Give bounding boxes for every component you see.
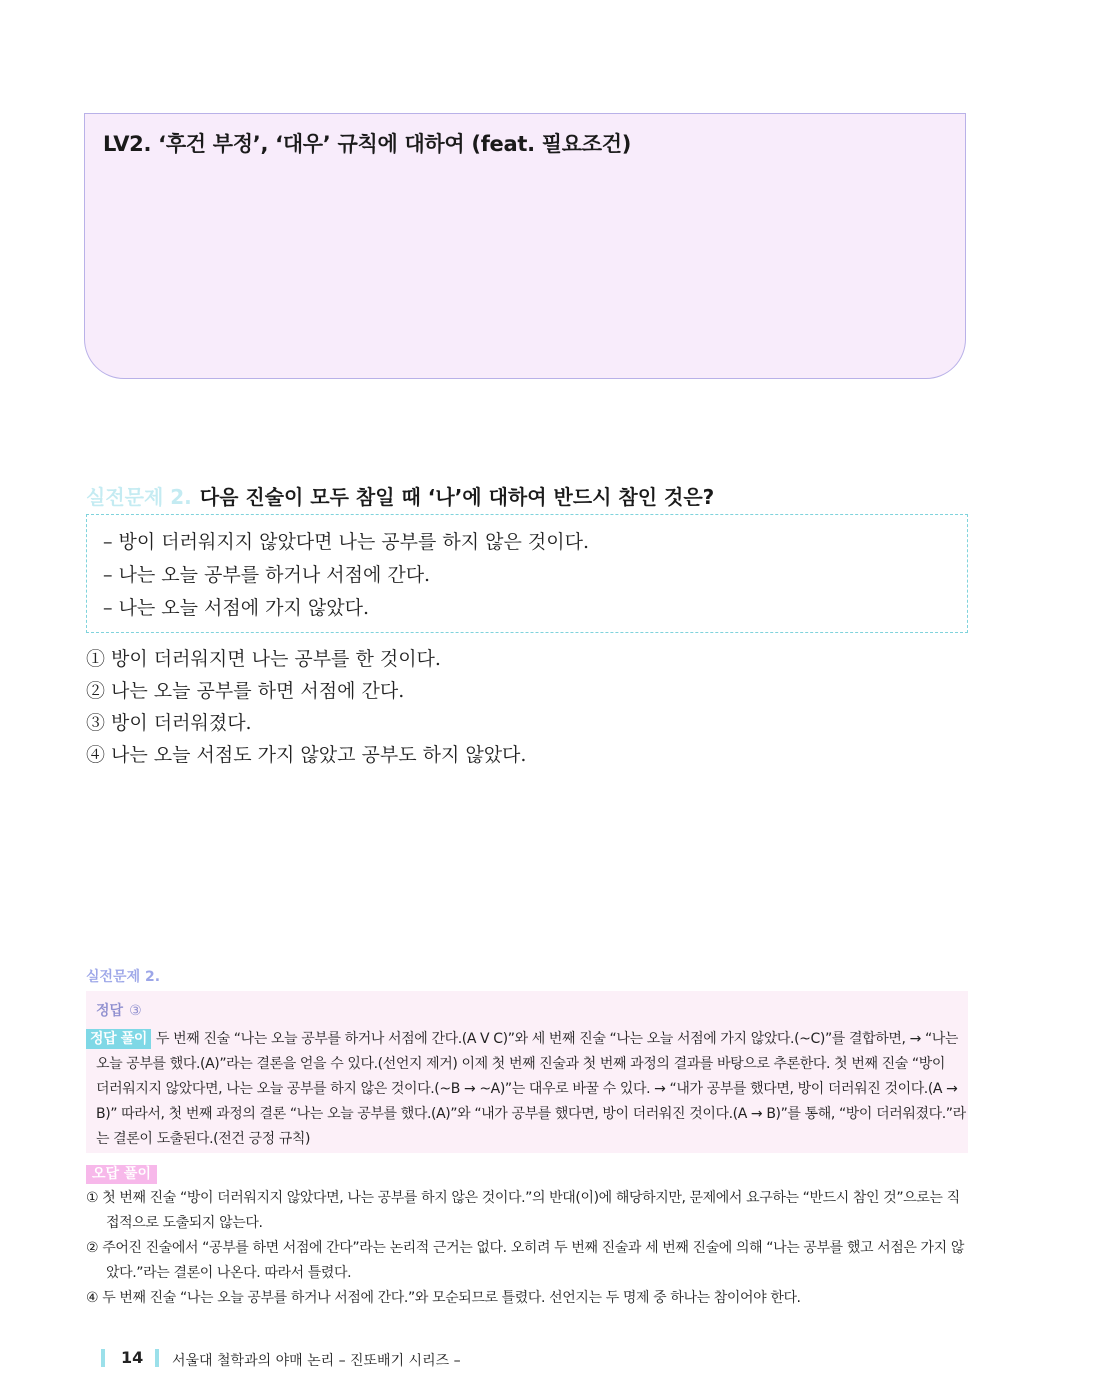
explanation-line: 정답 풀이 두 번째 진술 “나는 오늘 공부를 하거나 서점에 간다.(A V C)”와 세 번째 진술 “나는 오늘 서점에 가지 않았다.(~C)”를 결합하면, → “나는	[86, 1027, 964, 1052]
wrong-answer-list	[86, 1186, 976, 1311]
explanation-line: 는 결론이 도출된다.(전건 긍정 규칙)	[96, 1131, 311, 1147]
statement-item: – 방이 더러워지지 않았다면 나는 공부를 하지 않은 것이다.	[103, 531, 589, 553]
statement-item: – 나는 오늘 공부를 하거나 서점에 간다.	[103, 564, 431, 586]
solution-box	[86, 991, 968, 1153]
explain-tag: 정답 풀이	[86, 1029, 151, 1049]
wrong-answer-line: ① 첫 번째 진술 “방이 더러워지지 않았다면, 나는 공부를 하지 않은 것이다.”의 반대(이)에 해당하지만, 문제에서 요구하는 “반드시 참인 것”으로는 직	[86, 1190, 960, 1206]
question-heading	[86, 481, 714, 510]
lv-section-title: LV2. ‘후건 부정’, ‘대우’ 규칙에 대하여 (feat. 필요조건)	[103, 132, 632, 156]
statements-box	[86, 514, 968, 633]
question-text: 다음 진술이 모두 참일 때 ‘나’에 대하여 반드시 참인 것은?	[199, 485, 715, 509]
wrong-answer-line: ④ 두 번째 진술 “나는 오늘 공부를 하거나 서점에 간다.”와 모순되므로 틀렸다. 선언지는 두 명제 중 하나는 참이어야 한다.	[86, 1290, 801, 1306]
solution-label: 실전문제 2.	[86, 969, 161, 985]
answer-key: 정답	[96, 1003, 124, 1019]
explanation-line: 오늘 공부를 했다.(A)”라는 결론을 얻을 수 있다.(선언지 제거) 이제 첫 번째 진술과 첫 번째 과정의 결과를 바탕으로 추론한다. 첫 번째 진술 “방이	[96, 1056, 946, 1072]
wrong-answer-tag: 오답 풀이	[86, 1165, 157, 1184]
explanation-paragraph	[86, 1027, 964, 1152]
footer-divider	[155, 1349, 159, 1367]
option-2: ② 나는 오늘 공부를 하면 서점에 간다.	[86, 680, 405, 702]
question-label: 실전문제 2.	[86, 485, 192, 509]
statement-item: – 나는 오늘 서점에 가지 않았다.	[103, 597, 369, 619]
explanation-line: B)” 따라서, 첫 번째 과정의 결론 “나는 오늘 공부를 했다.(A)”와 “내가 공부를 했다면, 방이 더러워진 것이다.(A → B)”를 통해, “방이 더러워졌다.”라	[96, 1106, 966, 1122]
page-number: 14	[121, 1348, 144, 1367]
wrong-answer-line: 접적으로 도출되지 않는다.	[106, 1215, 263, 1231]
answer-value: ③	[129, 1003, 142, 1019]
lv-section-box	[84, 113, 966, 379]
option-1: ① 방이 더러워지면 나는 공부를 한 것이다.	[86, 648, 441, 670]
book-title: 서울대 철학과의 야매 논리 – 진또배기 시리즈 –	[172, 1353, 461, 1369]
wrong-answer-line: ② 주어진 진술에서 “공부를 하면 서점에 간다”라는 논리적 근거는 없다. 오히려 두 번째 진술과 세 번째 진술에 의해 “나는 공부를 했고 서점은 가지 않	[86, 1240, 964, 1256]
footer-divider	[101, 1349, 105, 1367]
answer-line	[96, 1000, 142, 1020]
wrong-answer-line: 았다.”라는 결론이 나온다. 따라서 틀렸다.	[106, 1265, 352, 1281]
explanation-line: 더러워지지 않았다면, 나는 오늘 공부를 하지 않은 것이다.(~B → ~A)”는 대우로 바꿀 수 있다. → “내가 공부를 했다면, 방이 더러워진 것이다.(A →	[96, 1081, 958, 1097]
option-4: ④ 나는 오늘 서점도 가지 않았고 공부도 하지 않았다.	[86, 744, 527, 766]
option-3: ③ 방이 더러워졌다.	[86, 712, 252, 734]
